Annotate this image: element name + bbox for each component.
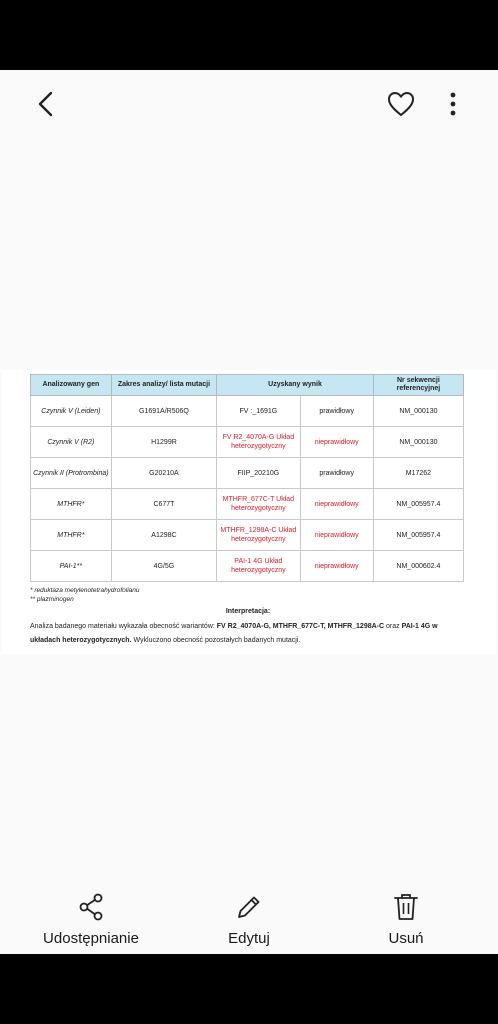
cell-reference: NM_000602.4 bbox=[373, 551, 463, 582]
cell-range: 4G/5G bbox=[111, 551, 216, 582]
cell-result: PAI-1 4G Układ heterozygotyczny bbox=[217, 551, 300, 582]
cell-reference: NM_000130 bbox=[373, 396, 463, 427]
cell-result: MTHFR_677C-T Układ heterozygotyczny bbox=[217, 489, 300, 520]
interp-part-1: Analiza badanego materiału wykazała obecność wariantów: bbox=[30, 623, 217, 630]
cell-status: nieprawidłowy bbox=[300, 520, 373, 551]
more-vertical-icon bbox=[449, 91, 457, 117]
cell-reference: M17262 bbox=[373, 458, 463, 489]
interpretation-title: Interpretacja: bbox=[225, 608, 271, 615]
cell-range: C677T bbox=[111, 489, 216, 520]
bottom-action-bar bbox=[0, 890, 498, 960]
cell-reference: NM_005957.4 bbox=[373, 489, 463, 520]
cell-status: prawidłowy bbox=[300, 458, 373, 489]
cell-status: prawidłowy bbox=[300, 396, 373, 427]
header-reference: Nr sekwencji referencyjnej bbox=[373, 375, 463, 396]
back-button[interactable] bbox=[26, 84, 66, 124]
interp-part-3: oraz bbox=[384, 623, 402, 630]
cell-result: FIIP_20210G bbox=[217, 458, 300, 489]
cell-status: nieprawidłowy bbox=[300, 489, 373, 520]
cell-gene: Czynnik II (Protrombina) bbox=[31, 458, 112, 489]
favorite-button[interactable] bbox=[381, 84, 421, 124]
document-sheet bbox=[30, 374, 466, 648]
cell-status: nieprawidłowy bbox=[300, 551, 373, 582]
table-header-row bbox=[31, 375, 464, 396]
delete-label: Usuń bbox=[388, 930, 424, 947]
cell-reference: NM_005957.4 bbox=[373, 520, 463, 551]
table-row bbox=[31, 396, 464, 427]
interp-part-5: Wykluczono obecność pozostałych badanych mutacji. bbox=[131, 637, 301, 644]
header-gene: Analizowany gen bbox=[31, 375, 112, 396]
document-image[interactable] bbox=[2, 370, 496, 654]
cell-result: FV R2_4070A-G Układ heterozygotyczny bbox=[217, 427, 300, 458]
share-label: Udostępnianie bbox=[43, 930, 139, 947]
interp-part-2: FV R2_4070A-G, MTHFR_677C-T, MTHFR_1298A-C bbox=[216, 623, 385, 630]
cell-range: H1299R bbox=[111, 427, 216, 458]
table-row bbox=[31, 427, 464, 458]
share-icon bbox=[78, 893, 104, 921]
interpretation-text bbox=[30, 620, 466, 648]
back-arrow-icon bbox=[35, 91, 57, 117]
cell-gene: PAI-1** bbox=[31, 551, 112, 582]
share-button[interactable] bbox=[16, 890, 166, 947]
cell-gene: MTHFR* bbox=[31, 489, 112, 520]
footnote-1: * reduktaza metylenotetrahydrofolianu bbox=[30, 587, 140, 594]
edit-button[interactable] bbox=[174, 890, 324, 947]
table-row bbox=[31, 458, 464, 489]
cell-range: G1691A/R506Q bbox=[111, 396, 216, 427]
table-row bbox=[31, 489, 464, 520]
cell-reference: NM_000130 bbox=[373, 427, 463, 458]
trash-icon bbox=[393, 892, 419, 922]
cell-gene: Czynnik V (R2) bbox=[31, 427, 112, 458]
table-row bbox=[31, 551, 464, 582]
heart-icon bbox=[387, 91, 415, 117]
gallery-viewer bbox=[0, 70, 498, 954]
top-bar bbox=[0, 70, 498, 136]
delete-button[interactable] bbox=[331, 890, 481, 947]
results-table bbox=[30, 374, 464, 582]
cell-result: FV :_1691G bbox=[217, 396, 300, 427]
footnote-2: ** plazminogen bbox=[30, 596, 74, 603]
cell-result: MTHFR_1298A-C Układ heterozygotyczny bbox=[217, 520, 300, 551]
footnotes bbox=[30, 586, 466, 604]
cell-range: G20210A bbox=[111, 458, 216, 489]
cell-gene: MTHFR* bbox=[31, 520, 112, 551]
interp-part-4: PAI-1 4G w układach heterozygotycznych. bbox=[30, 623, 438, 644]
cell-range: A1298C bbox=[111, 520, 216, 551]
table-row bbox=[31, 520, 464, 551]
edit-label: Edytuj bbox=[228, 930, 270, 947]
more-options-button[interactable] bbox=[436, 84, 470, 124]
header-range: Zakres analizy/ lista mutacji bbox=[111, 375, 216, 396]
header-result: Uzyskany wynik bbox=[217, 375, 374, 396]
cell-gene: Czynnik V (Leiden) bbox=[31, 396, 112, 427]
pencil-icon bbox=[235, 893, 263, 921]
cell-status: nieprawidłowy bbox=[300, 427, 373, 458]
